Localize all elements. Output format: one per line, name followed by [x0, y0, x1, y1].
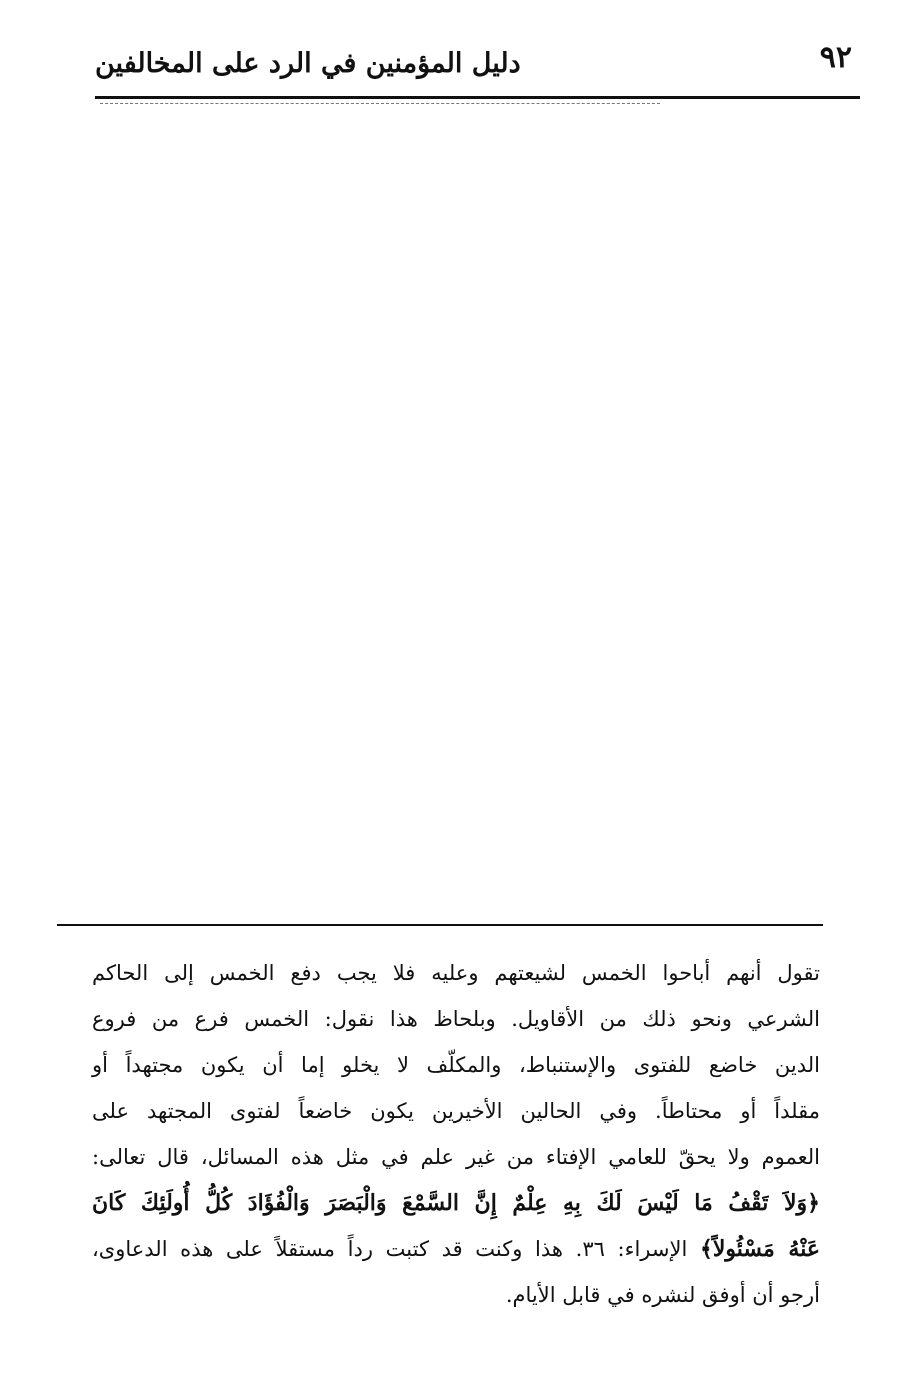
quran-verse-end: عَنْهُ مَسْئُولاً﴾: [699, 1236, 820, 1262]
footnote-line: مقلداً أو محتاطاً. وفي الحالين الأخيرين يكون خاضعاً لفتوى المجتهد على: [92, 1099, 820, 1123]
page-number: ٩٢: [819, 40, 852, 75]
footnote: [92, 950, 820, 1318]
footnote-separator: [57, 924, 823, 926]
quran-verse-line: ﴿وَلاَ تَقْفُ مَا لَيْسَ لَكَ بِهِ عِلْمٌ إِنَّ السَّمْعَ وَالْبَصَرَ وَالْفُؤَادَ كُلُّ أُولَئِكَ كَانَ: [92, 1190, 821, 1216]
header-rule-secondary: [100, 103, 660, 104]
footnote-line: العموم ولا يحقّ للعامي الإفتاء من غير علم في مثل هذه المسائل، قال تعالى:: [92, 1145, 820, 1169]
footnote-line: الدين خاضع للفتوى والإستنباط، والمكلّف لا يخلو إما أن يكون مجتهداً أو: [92, 1053, 820, 1077]
footnote-line-verse-end: [92, 1226, 820, 1272]
footnote-last-line: أرجو أن أوفق لنشره في قابل الأيام.: [505, 1283, 820, 1307]
header-rule: [95, 96, 860, 99]
page-header: [95, 40, 860, 102]
verse-citation: الإسراء: ٣٦. هذا وكنت قد كتبت رداً مستقلاً على هذه الدعاوى،: [92, 1237, 700, 1261]
footnote-line: الشرعي ونحو ذلك من الأقاويل. وبلحاظ هذا نقول: الخمس فرع من فروع: [92, 1007, 820, 1031]
footnote-line: تقول أنهم أباحوا الخمس لشيعتهم وعليه فلا يجب دفع الخمس إلى الحاكم: [92, 961, 820, 985]
running-title: دليل المؤمنين في الرد على المخالفين: [95, 48, 521, 79]
